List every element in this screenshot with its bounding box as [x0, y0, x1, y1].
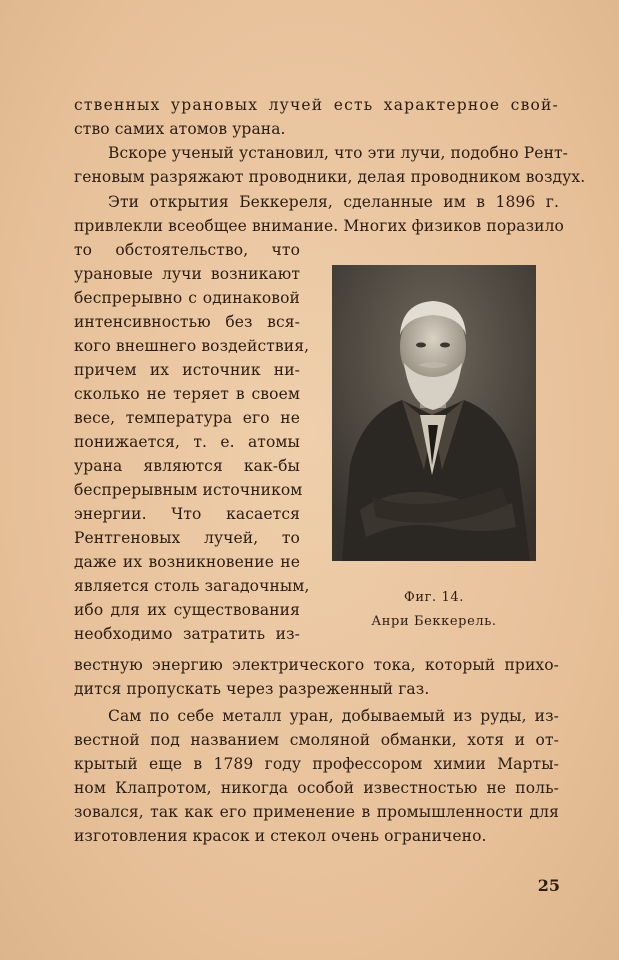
text-line: ственных урановых лучей есть характерное свой-	[74, 96, 559, 114]
text-line: необходимо затратить из-	[74, 625, 300, 643]
figure-caption: Анри Беккерель.	[371, 614, 497, 629]
text-line: беспрерывным источником	[74, 481, 303, 499]
text-line: урановые лучи возникают	[74, 265, 300, 283]
portrait-photo	[332, 265, 536, 561]
text-line: Эти открытия Беккереля, сделанные им в 1896 г.	[108, 193, 559, 211]
text-line: зовался, так как его применение в промышленности для	[74, 803, 559, 821]
text-line: Сам по себе металл уран, добываемый из руды, из-	[108, 707, 559, 725]
text-line: Рентгеновых лучей, то	[74, 529, 300, 547]
text-line: сколько не теряет в своем	[74, 385, 300, 403]
portrait-illustration	[332, 265, 536, 561]
text-line: геновым разряжают проводники, делая проводником воздух.	[74, 168, 586, 186]
text-line: весе, температура его не	[74, 409, 300, 427]
text-line: дится пропускать через разреженный газ.	[74, 680, 430, 698]
page-number: 25	[537, 876, 560, 895]
text-line: то обстоятельство, что	[74, 241, 300, 259]
text-line: ство самих атомов урана.	[74, 120, 286, 138]
text-line: урана являются как-бы	[74, 457, 300, 475]
text-line: беспрерывно с одинаковой	[74, 289, 300, 307]
text-line: является столь загадочным,	[74, 577, 310, 595]
figure-label: Фиг. 14.	[403, 590, 464, 605]
text-line: причем их источник ни-	[74, 361, 300, 379]
text-line: понижается, т. е. атомы	[74, 433, 300, 451]
text-line: даже их возникновение не	[74, 553, 300, 571]
text-line: изготовления красок и стекол очень ограничено.	[74, 827, 487, 845]
text-line: кого внешнего воздействия,	[74, 337, 310, 355]
text-line: крытый еще в 1789 году профессором химии Марты-	[74, 755, 559, 773]
text-line: энергии. Что касается	[74, 505, 300, 523]
text-line: ном Клапротом, никогда особой известностью не поль-	[74, 779, 559, 797]
text-line: привлекли всеобщее внимание. Многих физиков поразило	[74, 217, 564, 235]
text-line: Вскоре ученый установил, что эти лучи, подобно Рент-	[108, 144, 569, 162]
text-line: вестной под названием смоляной обманки, хотя и от-	[74, 731, 559, 749]
text-line: вестную энергию электрического тока, который прихо-	[74, 656, 559, 674]
text-line: интенсивностью без вся-	[74, 313, 300, 331]
text-line: ибо для их существования	[74, 601, 300, 619]
